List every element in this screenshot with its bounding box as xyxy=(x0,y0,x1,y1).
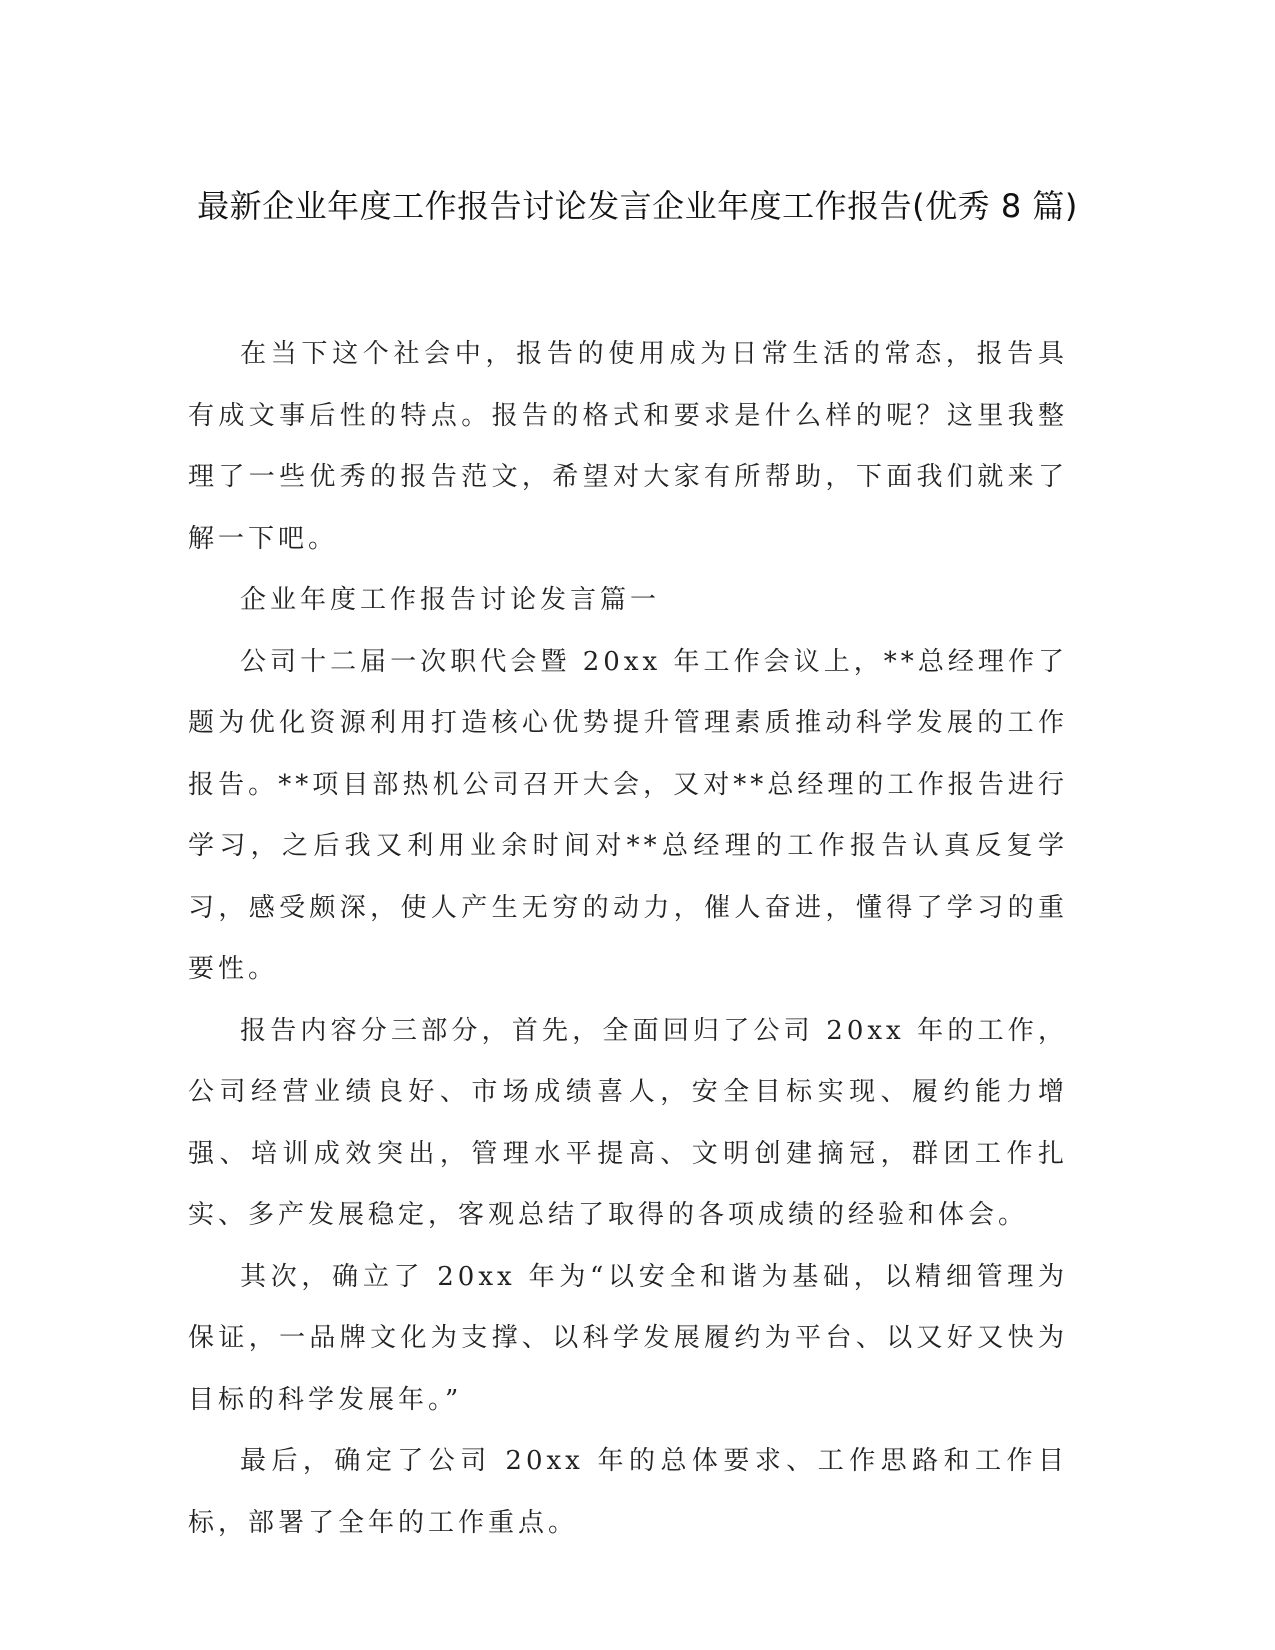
body-paragraph: 报告内容分三部分，首先，全面回归了公司 20xx 年的工作，公司经营业绩良好、市场成绩喜人，安全目标实现、履约能力增强、培训成效突出，管理水平提高、文明创建摘冠，群团工作扎实、多产发展稳定，客观总结了取得的各项成绩的经验和体会。 xyxy=(188,1015,1068,1230)
section-heading: 企业年度工作报告讨论发言篇一 xyxy=(240,585,661,615)
document-title: 最新企业年度工作报告讨论发言企业年度工作报告(优秀 8 篇) xyxy=(197,187,1078,225)
intro-paragraph: 在当下这个社会中，报告的使用成为日常生活的常态，报告具有成文事后性的特点。报告的格式和要求是什么样的呢？这里我整理了一些优秀的报告范文，希望对大家有所帮助，下面我们就来了解一下吧。 xyxy=(188,339,1068,554)
document-body xyxy=(188,324,1068,1554)
body-paragraph: 最后，确定了公司 20xx 年的总体要求、工作思路和工作目标，部署了全年的工作重点。 xyxy=(188,1446,1068,1538)
body-paragraph: 公司十二届一次职代会暨 20xx 年工作会议上，**总经理作了题为优化资源利用打造核心优势提升管理素质推动科学发展的工作报告。**项目部热机公司召开大会，又对**总经理的工作报告进行学习，之后我又利用业余时间对**总经理的工作报告认真反复学习，感受颇深，使人产生无穷的动力，催人奋进，懂得了学习的重要性。 xyxy=(188,646,1068,984)
body-paragraph: 其次，确立了 20xx 年为“以安全和谐为基础，以精细管理为保证，一品牌文化为支撑、以科学发展履约为平台、以又好又快为目标的科学发展年。” xyxy=(188,1261,1068,1415)
